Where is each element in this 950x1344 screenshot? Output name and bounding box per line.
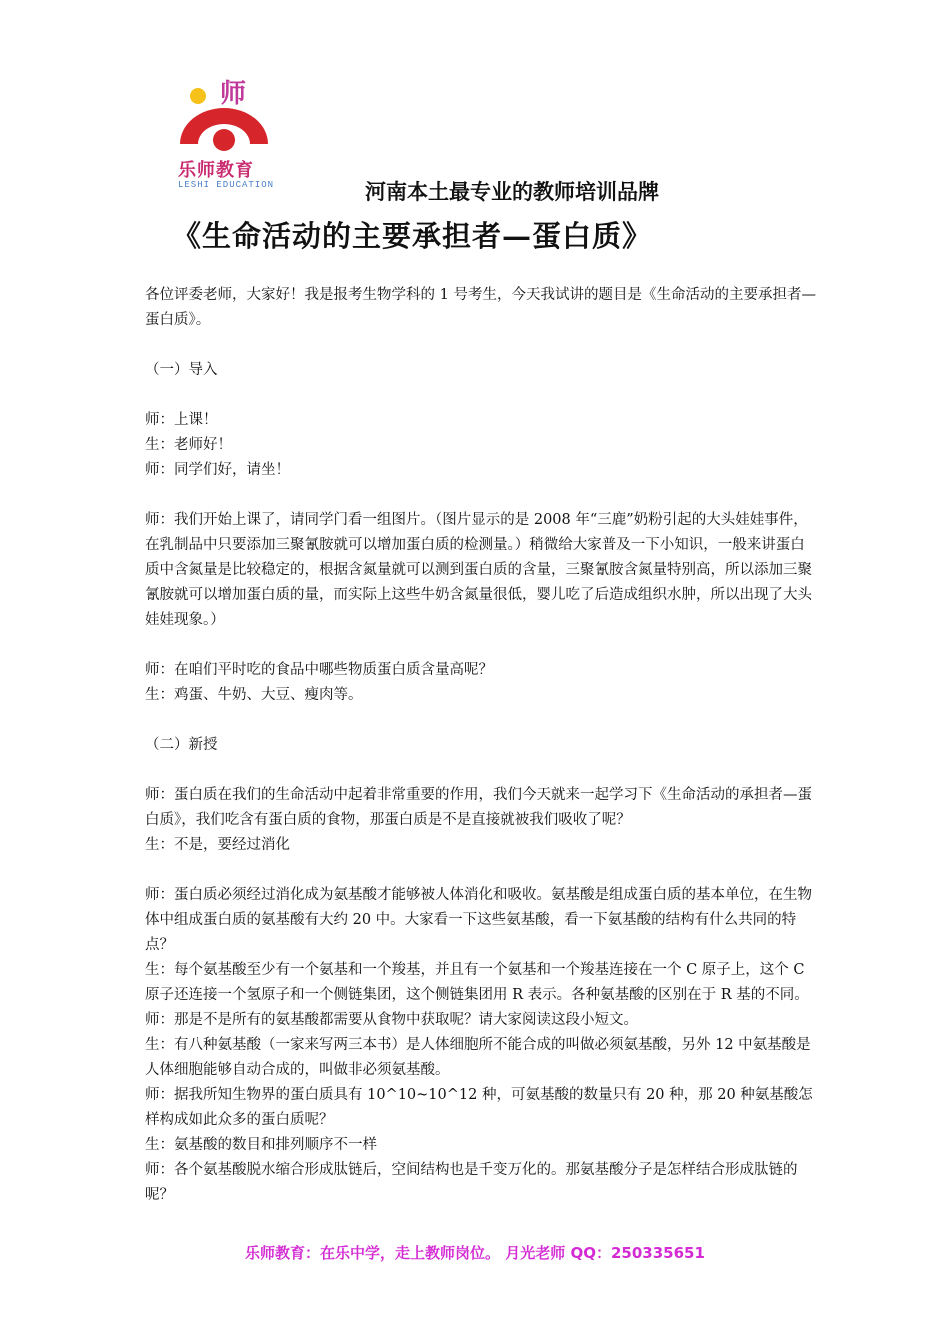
dialogue-line: 师：上课！ — [145, 412, 218, 428]
dialogue-paragraph: 师：蛋白质在我们的生命活动中起着非常重要的作用，我们今天就来一起学习下《生命活动的承担者—蛋白质》，我们吃含有蛋白质的食物，那蛋白质是不是直接就被我们吸收了呢？ — [145, 787, 812, 828]
footer-contact: 乐师教育：在乐中学，走上教师岗位。 月光老师 QQ：250335651 — [245, 1244, 705, 1262]
logo-subtitle: LESHI EDUCATION — [178, 180, 275, 190]
dialogue-paragraph: 生：有八种氨基酸（一家来写两三本书）是人体细胞所不能合成的叫做必须氨基酸，另外 12 中氨基酸是人体细胞能够自动合成的，叫做非必须氨基酸。 — [145, 1037, 811, 1078]
document-body — [145, 283, 817, 1208]
dialogue-line: 生：不是，要经过消化 — [145, 837, 290, 853]
section-heading-intro: （一）导入 — [145, 362, 218, 378]
section-heading-new: （二）新授 — [145, 737, 218, 753]
logo-wordmark: 乐师教育 — [178, 160, 254, 181]
dialogue-line: 生：氨基酸的数目和排列顺序不一样 — [145, 1137, 377, 1153]
dialogue-line: 生：鸡蛋、牛奶、大豆、瘦肉等。 — [145, 687, 363, 703]
brand-slogan: 河南本土最专业的教师培训品牌 — [365, 179, 659, 204]
dialogue-line: 师：那是不是所有的氨基酸都需要从食物中获取呢？请大家阅读这段小短文。 — [145, 1012, 638, 1028]
dialogue-line: 师：同学们好，请坐！ — [145, 462, 290, 478]
page-title: 《生命活动的主要承担者—蛋白质》 — [172, 219, 653, 253]
dialogue-paragraph: 生：每个氨基酸至少有一个氨基和一个羧基，并且有一个氨基和一个羧基连接在一个 C 原子上，这个 C 原子还连接一个氢原子和一个侧链集团，这个侧链集团用 R 表示。各种氨基酸的区别在于 R 基的不同。 — [145, 962, 809, 1003]
intro-paragraph: 各位评委老师，大家好！我是报考生物学科的 1 号考生，今天我试讲的题目是《生命活动的主要承担者—蛋白质》。 — [145, 287, 816, 328]
dialogue-paragraph: 师：据我所知生物界的蛋白质具有 10^10~10^12 种，可氨基酸的数量只有 20 种，那 20 种氨基酸怎样构成如此众多的蛋白质呢？ — [145, 1087, 813, 1128]
logo-glyph: 师 — [220, 79, 247, 109]
dialogue-line: 生：老师好！ — [145, 437, 232, 453]
dialogue-paragraph: 师：我们开始上课了，请同学门看一组图片。（图片显示的是 2008 年“三鹿”奶粉引起的大头娃娃事件，在乳制品中只要添加三聚氰胺就可以增加蛋白质的检测量。）稍微给大家普及一下小知识，一般来讲蛋白质中含氮量是比较稳定的，根据含氮量就可以测到蛋白质的含量，三聚氰胺含氮量特别高，所以添加三聚氰胺就可以增加蛋白质的量，而实际上这些牛奶含氮量很低，婴儿吃了后造成组织水肿，所以出现了大头娃娃现象。） — [145, 512, 812, 628]
dialogue-paragraph: 师：蛋白质必须经过消化成为氨基酸才能够被人体消化和吸收。氨基酸是组成蛋白质的基本单位，在生物体中组成蛋白质的氨基酸有大约 20 中。大家看一下这些氨基酸，看一下氨基酸的结构有什么共同的特点？ — [145, 887, 812, 953]
dialogue-line: 师：在咱们平时吃的食品中哪些物质蛋白质含量高呢？ — [145, 662, 493, 678]
dialogue-paragraph: 师：各个氨基酸脱水缩合形成肽链后，空间结构也是千变万化的。那氨基酸分子是怎样结合形成肽链的呢？ — [145, 1162, 798, 1203]
